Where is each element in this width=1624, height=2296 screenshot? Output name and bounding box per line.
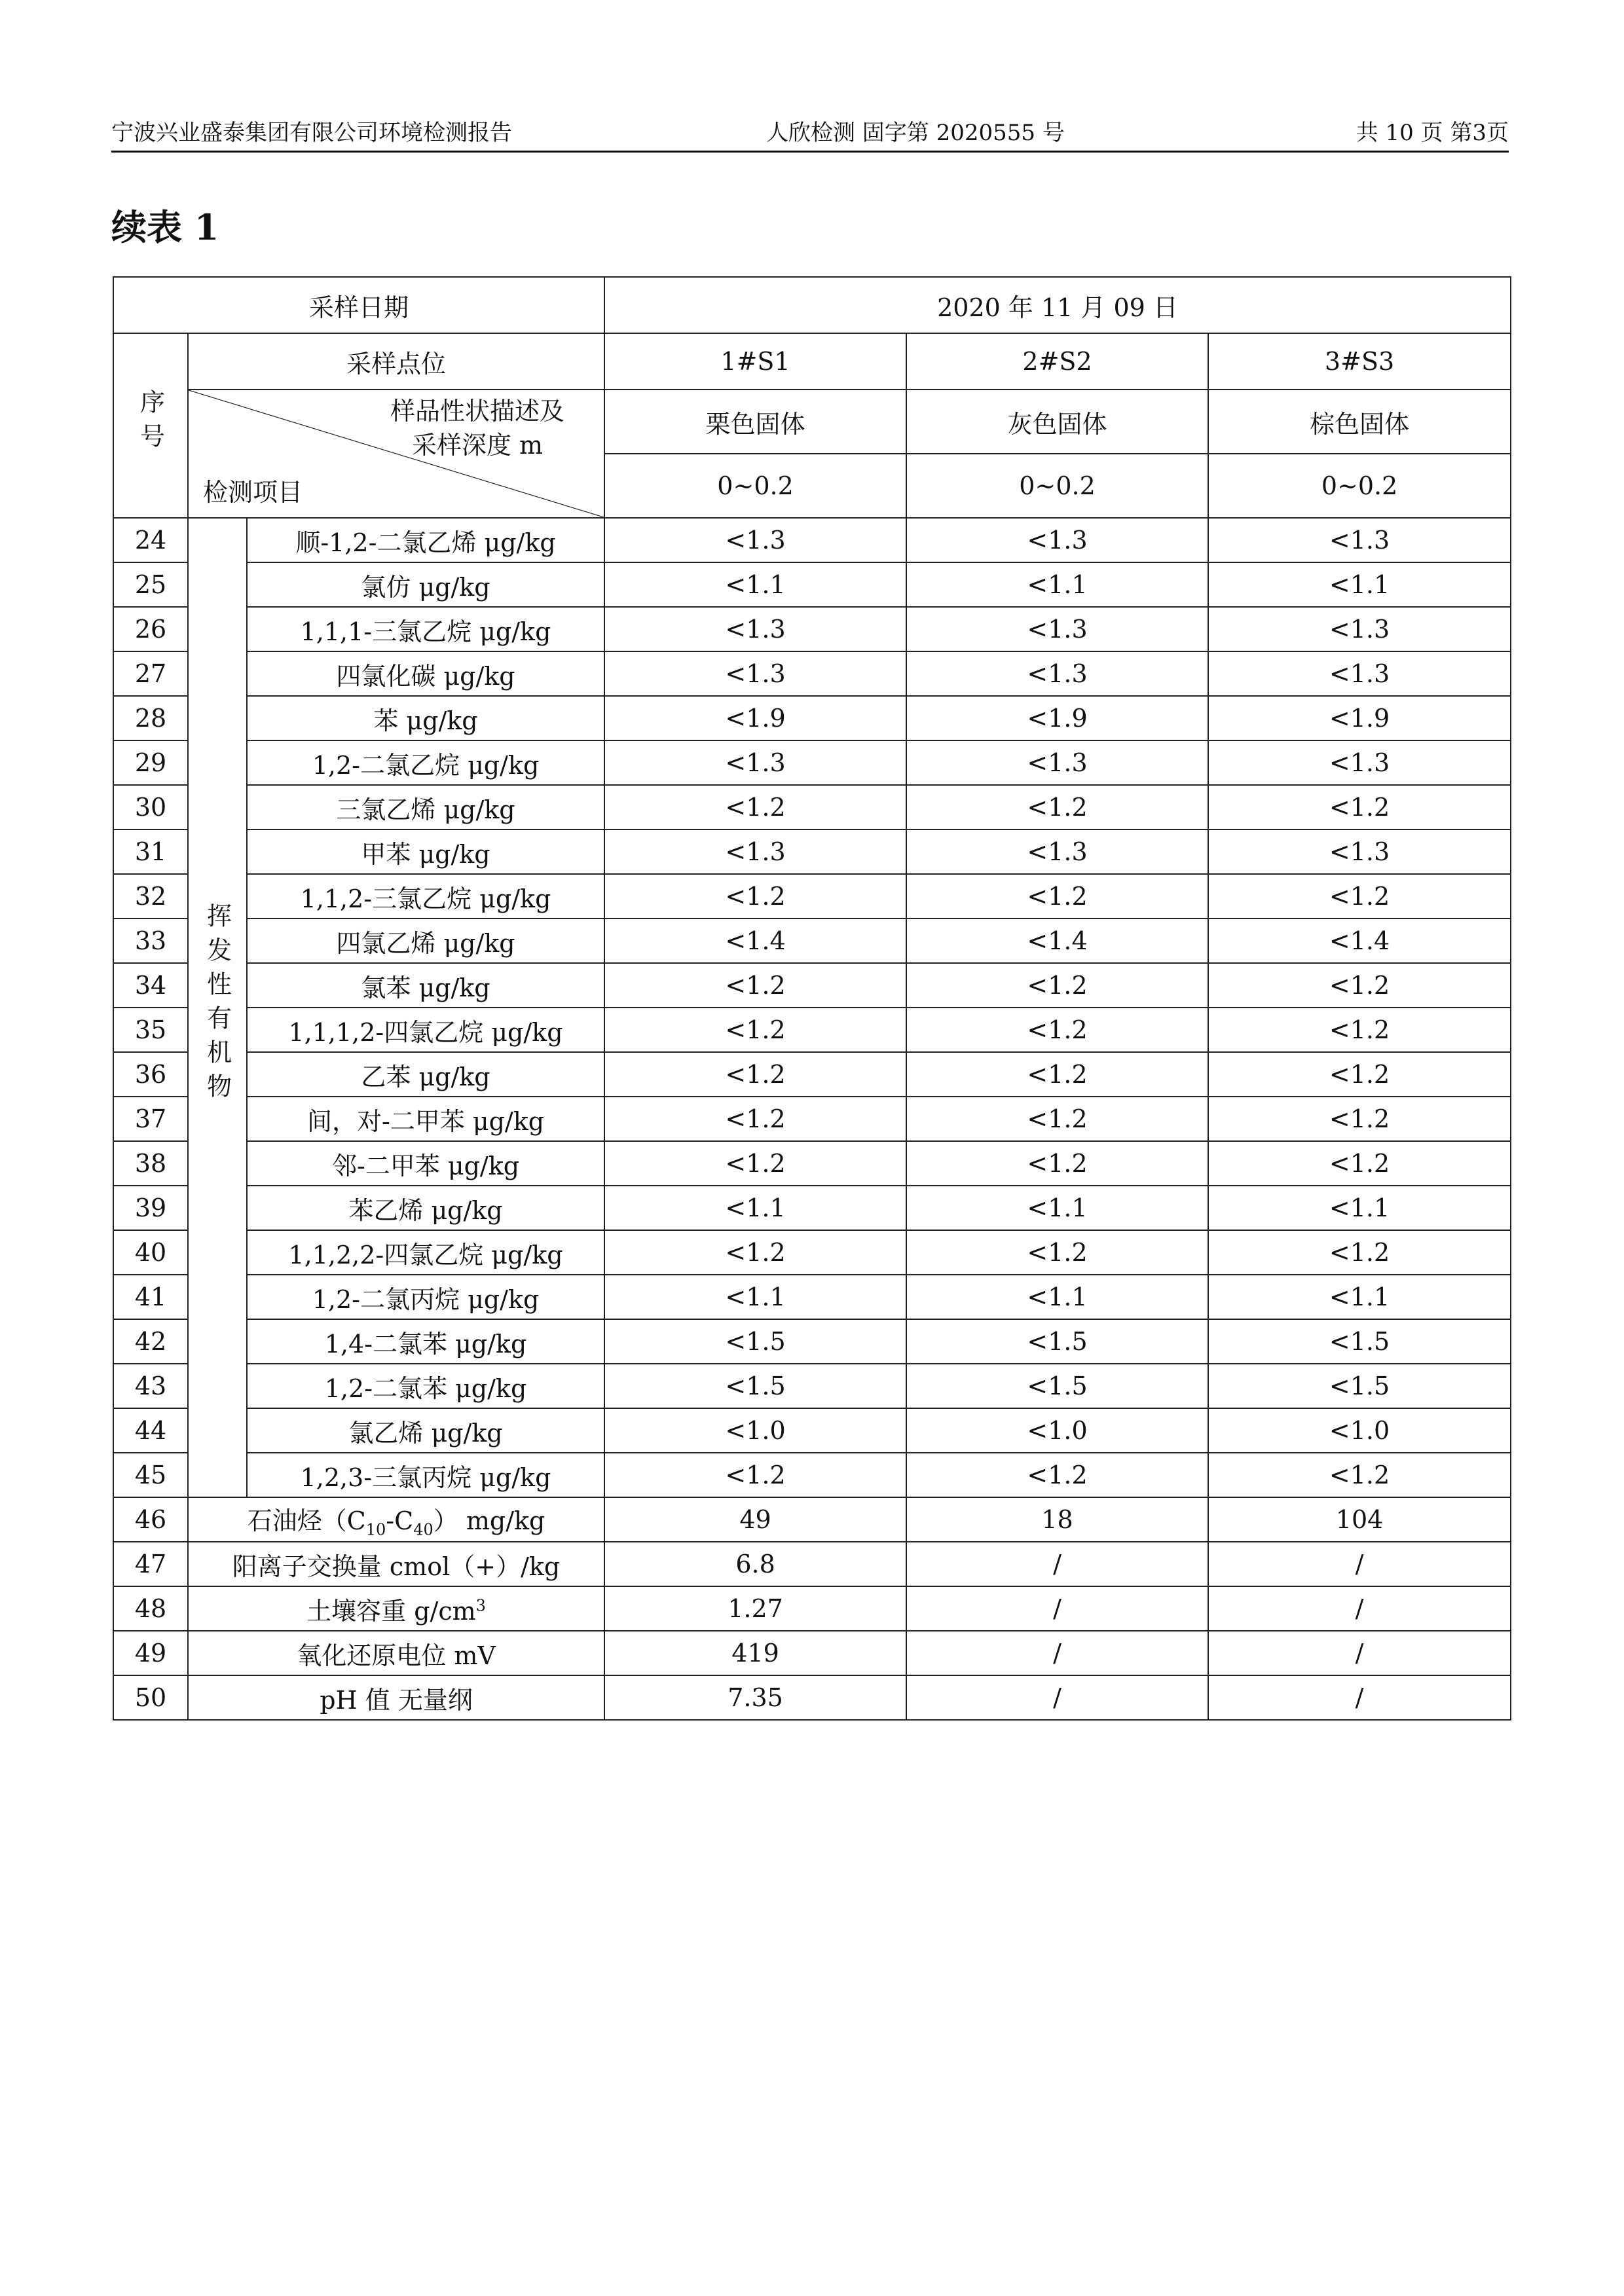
value-cell: <1.3	[906, 518, 1208, 562]
item-name-part: 3	[475, 1595, 486, 1614]
value-cell: <1.1	[906, 1275, 1208, 1319]
row-number: 46	[113, 1497, 188, 1542]
value-cell: <1.1	[1208, 562, 1511, 607]
row-number: 31	[113, 829, 188, 874]
value-cell: <1.1	[906, 1186, 1208, 1230]
item-name: 四氯乙烯 μg/kg	[247, 919, 604, 963]
row-number: 47	[113, 1542, 188, 1586]
value-cell: <1.3	[906, 651, 1208, 696]
group-label-cell	[188, 518, 247, 1497]
table-row	[113, 1497, 1511, 1542]
diagonal-header-cell	[188, 390, 604, 518]
value-cell: <1.2	[604, 1141, 906, 1186]
row-number: 24	[113, 518, 188, 562]
table-row	[113, 1230, 1511, 1275]
value-cell: /	[1208, 1675, 1511, 1720]
item-name: 1,1,1,2-四氯乙烷 μg/kg	[247, 1008, 604, 1052]
description-row	[113, 390, 1511, 454]
table-row	[113, 740, 1511, 785]
table-row	[113, 785, 1511, 829]
item-name: 间，对-二甲苯 μg/kg	[247, 1097, 604, 1141]
value-cell: <1.1	[604, 1275, 906, 1319]
table-row	[113, 1542, 1511, 1586]
depth-1: 0~0.2	[604, 454, 906, 518]
value-cell: <1.2	[906, 1097, 1208, 1141]
table-row	[113, 874, 1511, 919]
row-number: 45	[113, 1453, 188, 1497]
item-name	[188, 1586, 604, 1631]
header-page-number: 共 10 页 第3页	[1356, 120, 1509, 146]
row-number: 35	[113, 1008, 188, 1052]
value-cell: <1.0	[604, 1408, 906, 1453]
date-value: 2020 年 11 月 09 日	[604, 277, 1511, 333]
point-label: 采样点位	[188, 333, 604, 390]
value-cell: 18	[906, 1497, 1208, 1542]
row-number: 39	[113, 1186, 188, 1230]
table-row	[113, 1453, 1511, 1497]
header-report-number: 人欣检测 固字第 2020555 号	[766, 120, 1065, 146]
value-cell: 6.8	[604, 1542, 906, 1586]
row-number: 29	[113, 740, 188, 785]
point-3: 3#S3	[1208, 333, 1511, 390]
row-number: 37	[113, 1097, 188, 1141]
row-number: 42	[113, 1319, 188, 1364]
value-cell: <1.2	[604, 874, 906, 919]
value-cell: <1.2	[906, 1230, 1208, 1275]
item-name: 氧化还原电位 mV	[188, 1631, 604, 1675]
value-cell: <1.2	[1208, 1008, 1511, 1052]
description-3: 棕色固体	[1208, 390, 1511, 454]
item-name: 氯仿 μg/kg	[247, 562, 604, 607]
table-row	[113, 1586, 1511, 1631]
value-cell: <1.2	[604, 1230, 906, 1275]
value-cell: <1.3	[604, 518, 906, 562]
item-name: 1,1,2,2-四氯乙烷 μg/kg	[247, 1230, 604, 1275]
value-cell: /	[906, 1542, 1208, 1586]
value-cell: <1.2	[1208, 1141, 1511, 1186]
point-1: 1#S1	[604, 333, 906, 390]
value-cell: <1.5	[604, 1319, 906, 1364]
value-cell: <1.3	[604, 829, 906, 874]
row-number: 49	[113, 1631, 188, 1675]
item-name-part: 土壤容重 g/cm	[306, 1596, 476, 1626]
date-row	[113, 277, 1511, 333]
table-row	[113, 696, 1511, 740]
value-cell: <1.0	[1208, 1408, 1511, 1453]
value-cell: 419	[604, 1631, 906, 1675]
value-cell: /	[906, 1586, 1208, 1631]
item-name: 氯苯 μg/kg	[247, 963, 604, 1008]
item-name: 乙苯 μg/kg	[247, 1052, 604, 1097]
table-row	[113, 1675, 1511, 1720]
row-number: 44	[113, 1408, 188, 1453]
table-row	[113, 829, 1511, 874]
row-number: 38	[113, 1141, 188, 1186]
value-cell: <1.2	[1208, 1052, 1511, 1097]
item-name	[188, 1497, 604, 1542]
value-cell: <1.2	[906, 1453, 1208, 1497]
value-cell: <1.0	[906, 1408, 1208, 1453]
item-name: 顺-1,2-二氯乙烯 μg/kg	[247, 518, 604, 562]
value-cell: <1.2	[906, 1008, 1208, 1052]
item-name: 苯乙烯 μg/kg	[247, 1186, 604, 1230]
value-cell: /	[906, 1675, 1208, 1720]
row-number: 27	[113, 651, 188, 696]
value-cell: <1.2	[1208, 963, 1511, 1008]
table-row	[113, 1631, 1511, 1675]
row-number: 32	[113, 874, 188, 919]
row-number: 48	[113, 1586, 188, 1631]
depth-label: 采样深度 m	[411, 431, 544, 460]
date-label: 采样日期	[113, 277, 604, 333]
seq-label: 序号	[136, 388, 165, 457]
value-cell: <1.2	[604, 963, 906, 1008]
value-cell: <1.3	[1208, 829, 1511, 874]
table-row	[113, 518, 1511, 562]
value-cell: <1.2	[604, 1052, 906, 1097]
value-cell: <1.9	[604, 696, 906, 740]
value-cell: <1.3	[1208, 740, 1511, 785]
row-number: 43	[113, 1364, 188, 1408]
value-cell: <1.5	[1208, 1364, 1511, 1408]
table-row	[113, 963, 1511, 1008]
value-cell: <1.9	[1208, 696, 1511, 740]
value-cell: <1.2	[604, 785, 906, 829]
item-name: 1,2-二氯丙烷 μg/kg	[247, 1275, 604, 1319]
item-name: 1,2-二氯乙烷 μg/kg	[247, 740, 604, 785]
table-row	[113, 1319, 1511, 1364]
item-name: 1,1,1-三氯乙烷 μg/kg	[247, 607, 604, 651]
row-number: 28	[113, 696, 188, 740]
value-cell: <1.5	[604, 1364, 906, 1408]
table-row	[113, 1097, 1511, 1141]
item-name: 1,1,2-三氯乙烷 μg/kg	[247, 874, 604, 919]
value-cell: <1.9	[906, 696, 1208, 740]
value-cell: <1.2	[906, 1052, 1208, 1097]
item-name-part: ） mg/kg	[433, 1506, 545, 1535]
value-cell: <1.2	[1208, 1097, 1511, 1141]
row-number: 34	[113, 963, 188, 1008]
value-cell: 49	[604, 1497, 906, 1542]
value-cell: <1.2	[1208, 1230, 1511, 1275]
value-cell: 1.27	[604, 1586, 906, 1631]
item-label: 检测项目	[203, 478, 303, 507]
seq-header	[113, 333, 188, 518]
item-name: 三氯乙烯 μg/kg	[247, 785, 604, 829]
point-2: 2#S2	[906, 333, 1208, 390]
value-cell: /	[906, 1631, 1208, 1675]
value-cell: <1.5	[1208, 1319, 1511, 1364]
row-number: 41	[113, 1275, 188, 1319]
table-row	[113, 1186, 1511, 1230]
value-cell: <1.2	[604, 1453, 906, 1497]
value-cell: <1.2	[1208, 874, 1511, 919]
value-cell: <1.3	[1208, 518, 1511, 562]
table-row	[113, 1408, 1511, 1453]
item-name: 1,2,3-三氯丙烷 μg/kg	[247, 1453, 604, 1497]
depth-2: 0~0.2	[906, 454, 1208, 518]
table-row	[113, 1008, 1511, 1052]
item-name: 苯 μg/kg	[247, 696, 604, 740]
table-row	[113, 562, 1511, 607]
item-name-part: 40	[413, 1520, 434, 1539]
value-cell: <1.4	[906, 919, 1208, 963]
value-cell: <1.3	[1208, 607, 1511, 651]
table-row	[113, 1141, 1511, 1186]
value-cell: <1.2	[906, 874, 1208, 919]
value-cell: <1.3	[906, 829, 1208, 874]
desc-depth-label	[390, 394, 564, 462]
value-cell: <1.4	[1208, 919, 1511, 963]
value-cell: 7.35	[604, 1675, 906, 1720]
value-cell: /	[1208, 1586, 1511, 1631]
value-cell: <1.2	[1208, 785, 1511, 829]
group-label: 挥发性有机物	[202, 902, 232, 1107]
value-cell: <1.1	[604, 1186, 906, 1230]
item-name: 氯乙烯 μg/kg	[247, 1408, 604, 1453]
row-number: 25	[113, 562, 188, 607]
item-name-part: 石油烃（C	[247, 1506, 366, 1535]
description-2: 灰色固体	[906, 390, 1208, 454]
item-name-part: -C	[386, 1506, 414, 1535]
item-name: 邻-二甲苯 μg/kg	[247, 1141, 604, 1186]
value-cell: <1.3	[906, 740, 1208, 785]
results-table-body	[113, 277, 1511, 1720]
value-cell: <1.2	[906, 963, 1208, 1008]
header-company: 宁波兴业盛泰集团有限公司环境检测报告	[111, 120, 512, 146]
item-name: pH 值 无量纲	[188, 1675, 604, 1720]
desc-label: 样品性状描述及	[390, 397, 565, 426]
table-row	[113, 651, 1511, 696]
point-row	[113, 333, 1511, 390]
value-cell: <1.3	[1208, 651, 1511, 696]
description-1: 栗色固体	[604, 390, 906, 454]
value-cell: <1.2	[1208, 1453, 1511, 1497]
item-name: 1,4-二氯苯 μg/kg	[247, 1319, 604, 1364]
value-cell: <1.1	[1208, 1275, 1511, 1319]
item-name: 甲苯 μg/kg	[247, 829, 604, 874]
value-cell: /	[1208, 1631, 1511, 1675]
value-cell: /	[1208, 1542, 1511, 1586]
value-cell: <1.2	[604, 1097, 906, 1141]
value-cell: <1.5	[906, 1319, 1208, 1364]
value-cell: <1.2	[604, 1008, 906, 1052]
item-name: 1,2-二氯苯 μg/kg	[247, 1364, 604, 1408]
table-title: 续表 1	[111, 206, 219, 248]
value-cell: <1.3	[604, 607, 906, 651]
value-cell: <1.1	[604, 562, 906, 607]
row-number: 36	[113, 1052, 188, 1097]
row-number: 50	[113, 1675, 188, 1720]
table-row	[113, 1052, 1511, 1097]
row-number: 33	[113, 919, 188, 963]
item-name: 四氯化碳 μg/kg	[247, 651, 604, 696]
results-table	[113, 276, 1511, 1721]
value-cell: <1.4	[604, 919, 906, 963]
table-row	[113, 1364, 1511, 1408]
value-cell: <1.1	[1208, 1186, 1511, 1230]
table-row	[113, 607, 1511, 651]
item-name: 阳离子交换量 cmol（+）/kg	[188, 1542, 604, 1586]
value-cell: 104	[1208, 1497, 1511, 1542]
row-number: 26	[113, 607, 188, 651]
item-name-part: 10	[365, 1520, 386, 1539]
value-cell: <1.3	[906, 607, 1208, 651]
depth-3: 0~0.2	[1208, 454, 1511, 518]
value-cell: <1.2	[906, 1141, 1208, 1186]
row-number: 30	[113, 785, 188, 829]
table-row	[113, 1275, 1511, 1319]
page-header	[111, 115, 1509, 153]
value-cell: <1.3	[604, 651, 906, 696]
table-row	[113, 919, 1511, 963]
value-cell: <1.5	[906, 1364, 1208, 1408]
value-cell: <1.3	[604, 740, 906, 785]
value-cell: <1.1	[906, 562, 1208, 607]
value-cell: <1.2	[906, 785, 1208, 829]
row-number: 40	[113, 1230, 188, 1275]
